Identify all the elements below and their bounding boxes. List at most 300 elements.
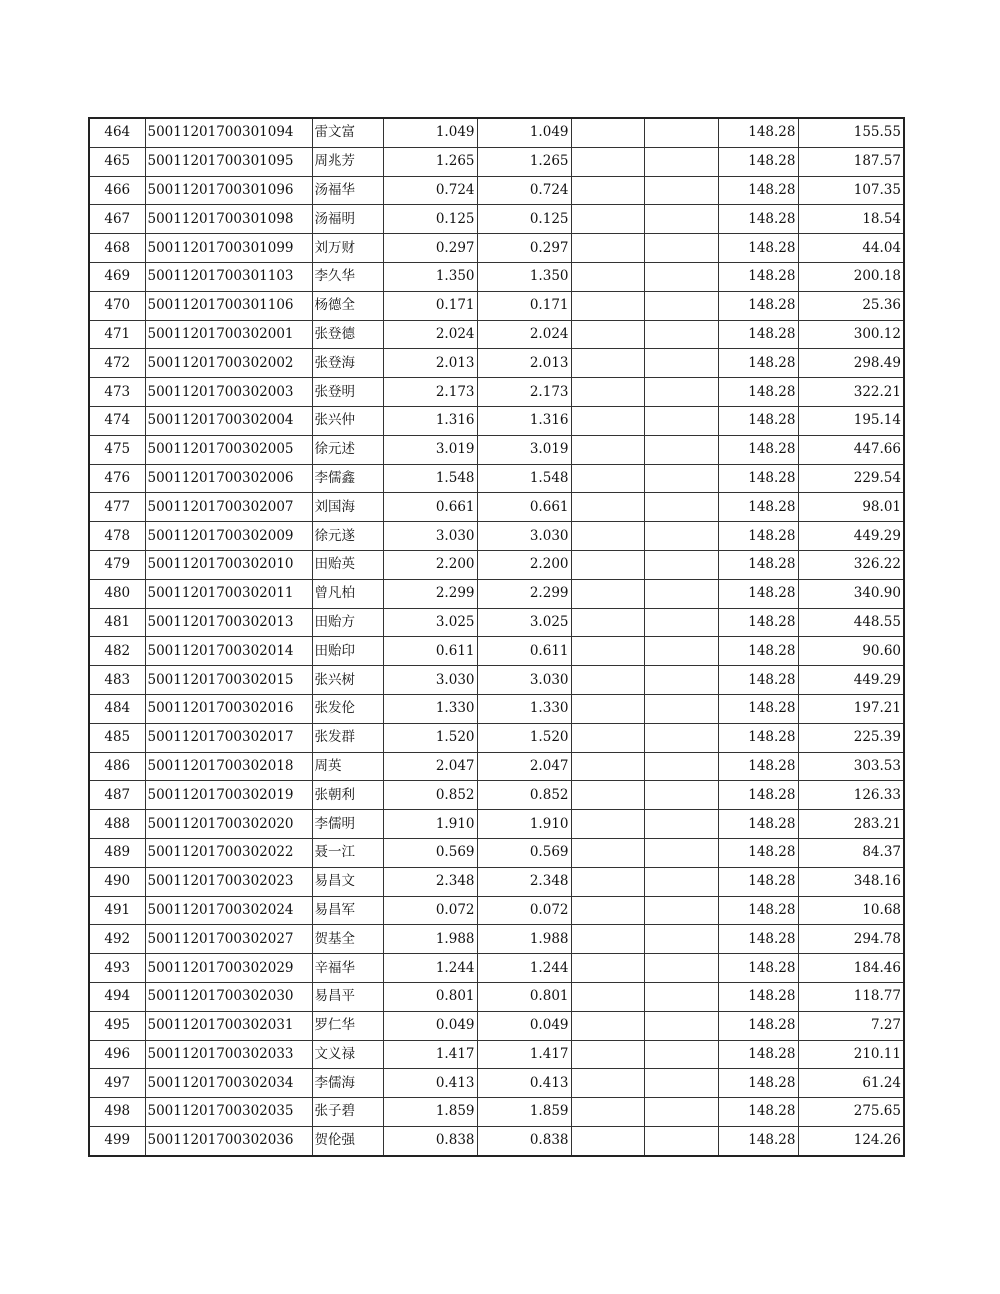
unit-price-cell: 148.28 xyxy=(718,550,798,579)
confirmed-area-cell: 1.330 xyxy=(477,694,571,723)
confirmed-area-cell: 3.019 xyxy=(477,435,571,464)
table-row xyxy=(89,320,904,349)
parcel-code-cell: 50011201700302006 xyxy=(145,464,312,493)
blank-cell xyxy=(644,867,718,896)
confirmed-area-cell: 1.350 xyxy=(477,262,571,291)
table-row xyxy=(89,666,904,695)
unit-price-cell: 148.28 xyxy=(718,435,798,464)
owner-name-cell: 张兴仲 xyxy=(312,406,383,435)
blank-cell xyxy=(644,493,718,522)
amount-cell: 275.65 xyxy=(798,1098,904,1127)
confirmed-area-cell: 0.125 xyxy=(477,205,571,234)
unit-price-cell: 148.28 xyxy=(718,838,798,867)
row-number-cell: 487 xyxy=(89,781,145,810)
parcel-code-cell: 50011201700302033 xyxy=(145,1040,312,1069)
blank-cell xyxy=(644,378,718,407)
row-number-cell: 477 xyxy=(89,493,145,522)
amount-cell: 187.57 xyxy=(798,147,904,176)
table-row xyxy=(89,147,904,176)
parcel-code-cell: 50011201700301098 xyxy=(145,205,312,234)
confirmed-area-cell: 0.569 xyxy=(477,838,571,867)
blank-cell xyxy=(644,406,718,435)
confirmed-area-cell: 2.013 xyxy=(477,349,571,378)
parcel-code-cell: 50011201700302023 xyxy=(145,867,312,896)
row-number-cell: 494 xyxy=(89,982,145,1011)
blank-cell xyxy=(644,118,718,147)
parcel-code-cell: 50011201700302034 xyxy=(145,1069,312,1098)
unit-price-cell: 148.28 xyxy=(718,982,798,1011)
parcel-code-cell: 50011201700301099 xyxy=(145,234,312,263)
confirmed-area-cell: 1.548 xyxy=(477,464,571,493)
area-cell: 0.661 xyxy=(383,493,477,522)
row-number-cell: 478 xyxy=(89,522,145,551)
owner-name-cell: 易昌文 xyxy=(312,867,383,896)
amount-cell: 340.90 xyxy=(798,579,904,608)
owner-name-cell: 聂一江 xyxy=(312,838,383,867)
row-number-cell: 481 xyxy=(89,608,145,637)
unit-price-cell: 148.28 xyxy=(718,666,798,695)
area-cell: 0.724 xyxy=(383,176,477,205)
area-cell: 2.024 xyxy=(383,320,477,349)
owner-name-cell: 张发伦 xyxy=(312,694,383,723)
amount-cell: 300.12 xyxy=(798,320,904,349)
area-cell: 2.299 xyxy=(383,579,477,608)
parcel-code-cell: 50011201700302036 xyxy=(145,1126,312,1155)
owner-name-cell: 汤福华 xyxy=(312,176,383,205)
blank-cell xyxy=(644,608,718,637)
confirmed-area-cell: 2.200 xyxy=(477,550,571,579)
row-number-cell: 485 xyxy=(89,723,145,752)
amount-cell: 303.53 xyxy=(798,752,904,781)
confirmed-area-cell: 0.072 xyxy=(477,896,571,925)
unit-price-cell: 148.28 xyxy=(718,349,798,378)
table-row xyxy=(89,1040,904,1069)
owner-name-cell: 雷文富 xyxy=(312,118,383,147)
parcel-code-cell: 50011201700302030 xyxy=(145,982,312,1011)
table-row xyxy=(89,1098,904,1127)
amount-cell: 298.49 xyxy=(798,349,904,378)
blank-cell xyxy=(571,694,644,723)
blank-cell xyxy=(644,262,718,291)
row-number-cell: 480 xyxy=(89,579,145,608)
table-row xyxy=(89,176,904,205)
confirmed-area-cell: 1.265 xyxy=(477,147,571,176)
area-cell: 2.348 xyxy=(383,867,477,896)
blank-cell xyxy=(644,723,718,752)
area-cell: 1.520 xyxy=(383,723,477,752)
area-cell: 3.030 xyxy=(383,522,477,551)
area-cell: 2.047 xyxy=(383,752,477,781)
blank-cell xyxy=(571,810,644,839)
amount-cell: 25.36 xyxy=(798,291,904,320)
amount-cell: 326.22 xyxy=(798,550,904,579)
amount-cell: 449.29 xyxy=(798,522,904,551)
amount-cell: 107.35 xyxy=(798,176,904,205)
owner-name-cell: 周英 xyxy=(312,752,383,781)
row-number-cell: 484 xyxy=(89,694,145,723)
blank-cell xyxy=(644,464,718,493)
unit-price-cell: 148.28 xyxy=(718,579,798,608)
amount-cell: 294.78 xyxy=(798,925,904,954)
unit-price-cell: 148.28 xyxy=(718,781,798,810)
parcel-code-cell: 50011201700302005 xyxy=(145,435,312,464)
confirmed-area-cell: 0.297 xyxy=(477,234,571,263)
table-row xyxy=(89,637,904,666)
amount-cell: 124.26 xyxy=(798,1126,904,1155)
unit-price-cell: 148.28 xyxy=(718,896,798,925)
table-row xyxy=(89,982,904,1011)
area-cell: 3.019 xyxy=(383,435,477,464)
area-cell: 0.852 xyxy=(383,781,477,810)
blank-cell xyxy=(571,176,644,205)
blank-cell xyxy=(571,637,644,666)
blank-cell xyxy=(571,234,644,263)
confirmed-area-cell: 1.910 xyxy=(477,810,571,839)
parcel-code-cell: 50011201700302001 xyxy=(145,320,312,349)
blank-cell xyxy=(644,1011,718,1040)
parcel-code-cell: 50011201700301103 xyxy=(145,262,312,291)
unit-price-cell: 148.28 xyxy=(718,1069,798,1098)
row-number-cell: 493 xyxy=(89,954,145,983)
blank-cell xyxy=(571,320,644,349)
row-number-cell: 497 xyxy=(89,1069,145,1098)
confirmed-area-cell: 0.171 xyxy=(477,291,571,320)
table-row xyxy=(89,867,904,896)
unit-price-cell: 148.28 xyxy=(718,1098,798,1127)
area-cell: 1.910 xyxy=(383,810,477,839)
owner-name-cell: 杨德全 xyxy=(312,291,383,320)
owner-name-cell: 罗仁华 xyxy=(312,1011,383,1040)
row-number-cell: 469 xyxy=(89,262,145,291)
parcel-code-cell: 50011201700302029 xyxy=(145,954,312,983)
parcel-code-cell: 50011201700302027 xyxy=(145,925,312,954)
blank-cell xyxy=(644,982,718,1011)
table-row xyxy=(89,435,904,464)
amount-cell: 225.39 xyxy=(798,723,904,752)
blank-cell xyxy=(644,1069,718,1098)
blank-cell xyxy=(644,781,718,810)
parcel-code-cell: 50011201700302004 xyxy=(145,406,312,435)
ledger-body xyxy=(89,118,904,1156)
confirmed-area-cell: 0.661 xyxy=(477,493,571,522)
owner-name-cell: 张朝利 xyxy=(312,781,383,810)
area-cell: 1.316 xyxy=(383,406,477,435)
blank-cell xyxy=(571,435,644,464)
owner-name-cell: 李久华 xyxy=(312,262,383,291)
table-row xyxy=(89,608,904,637)
blank-cell xyxy=(571,1098,644,1127)
row-number-cell: 486 xyxy=(89,752,145,781)
confirmed-area-cell: 3.030 xyxy=(477,666,571,695)
area-cell: 0.072 xyxy=(383,896,477,925)
unit-price-cell: 148.28 xyxy=(718,637,798,666)
row-number-cell: 492 xyxy=(89,925,145,954)
blank-cell xyxy=(644,147,718,176)
blank-cell xyxy=(644,810,718,839)
blank-cell xyxy=(644,349,718,378)
blank-cell xyxy=(571,666,644,695)
area-cell: 0.125 xyxy=(383,205,477,234)
unit-price-cell: 148.28 xyxy=(718,205,798,234)
unit-price-cell: 148.28 xyxy=(718,954,798,983)
area-cell: 1.417 xyxy=(383,1040,477,1069)
parcel-code-cell: 50011201700302016 xyxy=(145,694,312,723)
owner-name-cell: 贺基全 xyxy=(312,925,383,954)
parcel-code-cell: 50011201700302003 xyxy=(145,378,312,407)
amount-cell: 61.24 xyxy=(798,1069,904,1098)
unit-price-cell: 148.28 xyxy=(718,262,798,291)
owner-name-cell: 田贻英 xyxy=(312,550,383,579)
owner-name-cell: 张登德 xyxy=(312,320,383,349)
area-cell: 2.013 xyxy=(383,349,477,378)
table-row xyxy=(89,118,904,147)
blank-cell xyxy=(571,579,644,608)
row-number-cell: 489 xyxy=(89,838,145,867)
unit-price-cell: 148.28 xyxy=(718,752,798,781)
table-row xyxy=(89,1069,904,1098)
area-cell: 1.330 xyxy=(383,694,477,723)
parcel-code-cell: 50011201700302020 xyxy=(145,810,312,839)
parcel-code-cell: 50011201700301095 xyxy=(145,147,312,176)
area-cell: 3.025 xyxy=(383,608,477,637)
table-row xyxy=(89,406,904,435)
blank-cell xyxy=(644,579,718,608)
area-cell: 1.859 xyxy=(383,1098,477,1127)
area-cell: 0.838 xyxy=(383,1126,477,1155)
confirmed-area-cell: 1.520 xyxy=(477,723,571,752)
blank-cell xyxy=(571,752,644,781)
confirmed-area-cell: 1.244 xyxy=(477,954,571,983)
confirmed-area-cell: 0.801 xyxy=(477,982,571,1011)
confirmed-area-cell: 2.348 xyxy=(477,867,571,896)
area-cell: 1.049 xyxy=(383,118,477,147)
area-cell: 1.244 xyxy=(383,954,477,983)
row-number-cell: 482 xyxy=(89,637,145,666)
table-row xyxy=(89,954,904,983)
owner-name-cell: 李儒海 xyxy=(312,1069,383,1098)
unit-price-cell: 148.28 xyxy=(718,522,798,551)
parcel-code-cell: 50011201700302017 xyxy=(145,723,312,752)
row-number-cell: 479 xyxy=(89,550,145,579)
unit-price-cell: 148.28 xyxy=(718,234,798,263)
blank-cell xyxy=(644,752,718,781)
blank-cell xyxy=(644,1098,718,1127)
row-number-cell: 476 xyxy=(89,464,145,493)
unit-price-cell: 148.28 xyxy=(718,147,798,176)
row-number-cell: 488 xyxy=(89,810,145,839)
area-cell: 0.611 xyxy=(383,637,477,666)
owner-name-cell: 刘国海 xyxy=(312,493,383,522)
row-number-cell: 496 xyxy=(89,1040,145,1069)
row-number-cell: 468 xyxy=(89,234,145,263)
amount-cell: 98.01 xyxy=(798,493,904,522)
row-number-cell: 470 xyxy=(89,291,145,320)
parcel-code-cell: 50011201700302011 xyxy=(145,579,312,608)
blank-cell xyxy=(644,925,718,954)
parcel-code-cell: 50011201700302002 xyxy=(145,349,312,378)
amount-cell: 449.29 xyxy=(798,666,904,695)
amount-cell: 348.16 xyxy=(798,867,904,896)
blank-cell xyxy=(571,118,644,147)
unit-price-cell: 148.28 xyxy=(718,694,798,723)
amount-cell: 118.77 xyxy=(798,982,904,1011)
area-cell: 1.350 xyxy=(383,262,477,291)
amount-cell: 126.33 xyxy=(798,781,904,810)
parcel-code-cell: 50011201700302015 xyxy=(145,666,312,695)
confirmed-area-cell: 3.025 xyxy=(477,608,571,637)
unit-price-cell: 148.28 xyxy=(718,378,798,407)
amount-cell: 322.21 xyxy=(798,378,904,407)
table-row xyxy=(89,925,904,954)
amount-cell: 7.27 xyxy=(798,1011,904,1040)
blank-cell xyxy=(571,406,644,435)
confirmed-area-cell: 1.859 xyxy=(477,1098,571,1127)
blank-cell xyxy=(571,147,644,176)
blank-cell xyxy=(644,435,718,464)
amount-cell: 197.21 xyxy=(798,694,904,723)
table-row xyxy=(89,291,904,320)
blank-cell xyxy=(644,838,718,867)
table-row xyxy=(89,550,904,579)
area-cell: 0.297 xyxy=(383,234,477,263)
area-cell: 2.173 xyxy=(383,378,477,407)
parcel-code-cell: 50011201700302018 xyxy=(145,752,312,781)
blank-cell xyxy=(644,666,718,695)
owner-name-cell: 张兴树 xyxy=(312,666,383,695)
table-row xyxy=(89,262,904,291)
parcel-code-cell: 50011201700302010 xyxy=(145,550,312,579)
table-row xyxy=(89,694,904,723)
blank-cell xyxy=(571,493,644,522)
amount-cell: 184.46 xyxy=(798,954,904,983)
table-row xyxy=(89,752,904,781)
blank-cell xyxy=(644,637,718,666)
row-number-cell: 465 xyxy=(89,147,145,176)
blank-cell xyxy=(571,781,644,810)
row-number-cell: 498 xyxy=(89,1098,145,1127)
blank-cell xyxy=(571,723,644,752)
unit-price-cell: 148.28 xyxy=(718,867,798,896)
blank-cell xyxy=(644,205,718,234)
parcel-code-cell: 50011201700301094 xyxy=(145,118,312,147)
unit-price-cell: 148.28 xyxy=(718,118,798,147)
blank-cell xyxy=(644,291,718,320)
table-row xyxy=(89,349,904,378)
blank-cell xyxy=(571,1069,644,1098)
blank-cell xyxy=(571,896,644,925)
area-cell: 1.265 xyxy=(383,147,477,176)
table-row xyxy=(89,896,904,925)
unit-price-cell: 148.28 xyxy=(718,608,798,637)
unit-price-cell: 148.28 xyxy=(718,291,798,320)
area-cell: 0.413 xyxy=(383,1069,477,1098)
blank-cell xyxy=(571,1126,644,1155)
area-cell: 3.030 xyxy=(383,666,477,695)
table-row xyxy=(89,205,904,234)
owner-name-cell: 汤福明 xyxy=(312,205,383,234)
confirmed-area-cell: 0.852 xyxy=(477,781,571,810)
row-number-cell: 483 xyxy=(89,666,145,695)
owner-name-cell: 曾凡柏 xyxy=(312,579,383,608)
confirmed-area-cell: 0.611 xyxy=(477,637,571,666)
owner-name-cell: 徐元遂 xyxy=(312,522,383,551)
amount-cell: 448.55 xyxy=(798,608,904,637)
amount-cell: 10.68 xyxy=(798,896,904,925)
confirmed-area-cell: 1.316 xyxy=(477,406,571,435)
unit-price-cell: 148.28 xyxy=(718,493,798,522)
row-number-cell: 467 xyxy=(89,205,145,234)
blank-cell xyxy=(644,234,718,263)
row-number-cell: 471 xyxy=(89,320,145,349)
parcel-code-cell: 50011201700302035 xyxy=(145,1098,312,1127)
parcel-code-cell: 50011201700302024 xyxy=(145,896,312,925)
confirmed-area-cell: 1.417 xyxy=(477,1040,571,1069)
owner-name-cell: 李儒明 xyxy=(312,810,383,839)
blank-cell xyxy=(571,838,644,867)
amount-cell: 155.55 xyxy=(798,118,904,147)
unit-price-cell: 148.28 xyxy=(718,810,798,839)
confirmed-area-cell: 0.413 xyxy=(477,1069,571,1098)
parcel-code-cell: 50011201700302013 xyxy=(145,608,312,637)
unit-price-cell: 148.28 xyxy=(718,723,798,752)
amount-cell: 18.54 xyxy=(798,205,904,234)
area-cell: 0.049 xyxy=(383,1011,477,1040)
confirmed-area-cell: 1.049 xyxy=(477,118,571,147)
table-row xyxy=(89,522,904,551)
owner-name-cell: 张登明 xyxy=(312,378,383,407)
blank-cell xyxy=(644,522,718,551)
blank-cell xyxy=(571,925,644,954)
blank-cell xyxy=(571,1040,644,1069)
amount-cell: 44.04 xyxy=(798,234,904,263)
unit-price-cell: 148.28 xyxy=(718,320,798,349)
area-cell: 0.569 xyxy=(383,838,477,867)
unit-price-cell: 148.28 xyxy=(718,1040,798,1069)
blank-cell xyxy=(571,464,644,493)
owner-name-cell: 周兆芳 xyxy=(312,147,383,176)
amount-cell: 195.14 xyxy=(798,406,904,435)
confirmed-area-cell: 1.988 xyxy=(477,925,571,954)
blank-cell xyxy=(644,176,718,205)
row-number-cell: 499 xyxy=(89,1126,145,1155)
parcel-code-cell: 50011201700301096 xyxy=(145,176,312,205)
owner-name-cell: 田贻方 xyxy=(312,608,383,637)
owner-name-cell: 易昌平 xyxy=(312,982,383,1011)
amount-cell: 229.54 xyxy=(798,464,904,493)
table-row xyxy=(89,464,904,493)
unit-price-cell: 148.28 xyxy=(718,925,798,954)
owner-name-cell: 李儒鑫 xyxy=(312,464,383,493)
amount-cell: 447.66 xyxy=(798,435,904,464)
owner-name-cell: 张子碧 xyxy=(312,1098,383,1127)
amount-cell: 200.18 xyxy=(798,262,904,291)
blank-cell xyxy=(644,1040,718,1069)
table-row xyxy=(89,810,904,839)
blank-cell xyxy=(644,954,718,983)
row-number-cell: 466 xyxy=(89,176,145,205)
table-row xyxy=(89,1126,904,1155)
parcel-code-cell: 50011201700302019 xyxy=(145,781,312,810)
confirmed-area-cell: 2.047 xyxy=(477,752,571,781)
ledger-table xyxy=(88,117,905,1157)
owner-name-cell: 文义禄 xyxy=(312,1040,383,1069)
row-number-cell: 491 xyxy=(89,896,145,925)
amount-cell: 283.21 xyxy=(798,810,904,839)
owner-name-cell: 徐元述 xyxy=(312,435,383,464)
parcel-code-cell: 50011201700302007 xyxy=(145,493,312,522)
blank-cell xyxy=(571,349,644,378)
unit-price-cell: 148.28 xyxy=(718,1126,798,1155)
